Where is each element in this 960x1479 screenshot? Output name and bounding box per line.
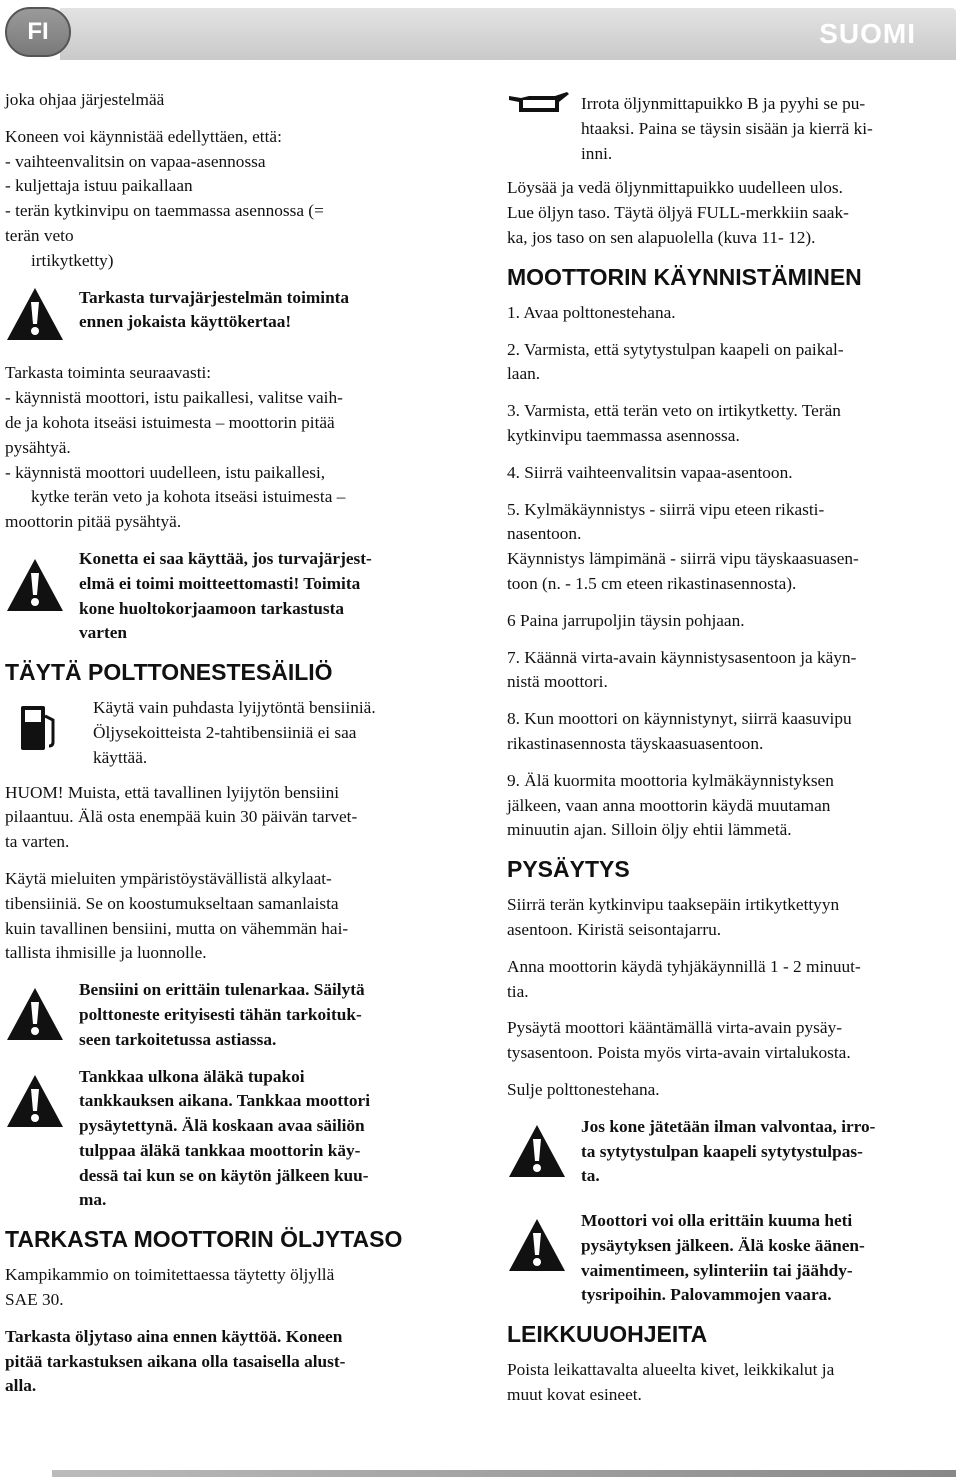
oil-can-icon	[507, 92, 573, 116]
start-conditions: Koneen voi käynnistää edellyttäen, että: - vaihteenvalitsin on vapaa-asennossa - kuljettaja istuu paikallaan - terän kytkinvipu on taemmassa asennossa (= terän veto irtikytketty)	[5, 126, 324, 270]
warning-triangle-icon	[5, 286, 65, 342]
warning-unattended: Jos kone jätetään ilman valvontaa, irro- ta sytytystulpan kaapeli sytytystulpas- ta.	[507, 1115, 955, 1189]
stop-para-2: Anna moottorin käydä tyhjäkäynnillä 1 - 2 minuut- tia.	[507, 956, 861, 1001]
step-9: 9. Älä kuormita moottoria kylmäkäynnistyksen jälkeen, vaan anna moottorin käydä muutaman minuutin ajan. Silloin öljy ehtii lämmetä.	[507, 770, 834, 840]
oil-sae: Kampikammio on toimitettaessa täytetty öljyllä SAE 30.	[5, 1265, 335, 1310]
step-1: 1. Avaa polttonestehana.	[507, 302, 676, 322]
check-procedure: Tarkasta toiminta seuraavasti: - käynnistä moottori, istu paikallesi, valitse vaih- de ja kohota itseäsi istuimesta – moottorin pitää pysähtyä. - käynnistä moottori uudelleen, istu paikallesi, kytke terän veto ja kohota itseäsi istuimesta – moottorin pitää pysähtyä.	[5, 363, 346, 532]
warning-triangle-icon	[5, 986, 65, 1042]
fuel-info: Käytä vain puhdasta lyijytöntä bensiiniä. Öljysekoitteista 2-tahtibensiiniä ei saa käyttää.	[5, 696, 450, 770]
header-bar	[60, 8, 956, 60]
step-7: 7. Käännä virta-avain käynnistysasentoon ja käyn- nistä moottori.	[507, 647, 857, 692]
intro-text: joka ohjaa järjestelmää	[5, 90, 165, 109]
note-fuel-spoils: HUOM! Muista, että tavallinen lyijytön bensiini pilaantuu. Älä osta enempää kuin 30 päivän tarvet- ta varten.	[5, 782, 358, 852]
warning-hot-engine: Moottori voi olla erittäin kuuma heti pysäytyksen jälkeen. Älä koske äänen- vaimentimeen, sylinteriin tai jäähdy- tysripoihin. Palovammojen vaara.	[507, 1209, 955, 1308]
left-column	[5, 88, 450, 1411]
warning-triangle-icon	[507, 1123, 567, 1179]
step-2: 2. Varmista, että sytytystulpan kaapeli on paikal- laan.	[507, 339, 844, 384]
step-4: 4. Siirrä vaihteenvalitsin vapaa-asentoon.	[507, 462, 793, 482]
heading-fuel: TÄYTÄ POLTTONESTESÄILIÖ	[5, 659, 333, 686]
warning-triangle-icon	[5, 557, 65, 613]
stop-para-1: Siirrä terän kytkinvipu taaksepäin irtikytkettyyn asentoon. Kiristä seisontajarru.	[507, 895, 840, 939]
oil-level-text: Löysää ja vedä öljynmittapuikko uudelleen ulos. Lue öljyn taso. Täytä öljyä FULL-merkkiin saak- ka, jos taso on sen alapuolella (kuva 11- 12).	[507, 178, 849, 247]
dipstick-info: Irrota öljynmittapuikko B ja pyyhi se pu- htaaksi. Paina se täysin sisään ja kierrä ki- inni.	[507, 92, 955, 166]
warning-triangle-icon	[5, 1073, 65, 1129]
page-header	[0, 0, 960, 64]
cutting-text: Poista leikattavalta alueelta kivet, leikkikalut ja muut kovat esineet.	[507, 1360, 835, 1405]
footer-bar	[52, 1470, 956, 1477]
alkylate-text: Käytä mieluiten ympäristöystävällistä alkylaat- tibensiiniä. Se on koostumukseltaan samanlaista kuin tavallinen bensiini, mutta on vähemmän hai- tallista ihmisille ja luonnolle.	[5, 868, 349, 963]
heading-oil: TARKASTA MOOTTORIN ÖLJYTASO	[5, 1226, 403, 1253]
heading-stopping: PYSÄYTYS	[507, 856, 630, 883]
language-title: SUOMI	[819, 18, 916, 49]
warning-do-not-use: Konetta ei saa käyttää, jos turvajärjest- elmä ei toimi moitteettomasti! Toimita kone huoltokorjaamoon tarkastusta varten	[5, 547, 450, 646]
step-8: 8. Kun moottori on käynnistynyt, siirrä kaasuvipu rikastinasennosta täyskaasuasentoon.	[507, 709, 852, 753]
warning-triangle-icon	[507, 1217, 567, 1273]
step-5: 5. Kylmäkäynnistys - siirrä vipu eteen rikasti- nasentoon. Käynnistys lämpimänä - siirrä vipu täyskaasuasen- toon (n. - 1.5 cm eteen rikastinasennosta).	[507, 499, 859, 593]
fuel-pump-icon	[19, 702, 59, 752]
warning-refuel-outdoors: Tankkaa ulkona äläkä tupakoi tankkauksen aikana. Tankkaa moottori pysäytettynä. Älä koskaan avaa säiliön tulppaa äläkä tankkaa moottorin käy- dessä tai kun se on käytön jälkeen kuu- ma.	[5, 1065, 450, 1214]
stop-para-4: Sulje polttonestehana.	[507, 1079, 660, 1099]
heading-starting: MOOTTORIN KÄYNNISTÄMINEN	[507, 263, 862, 290]
step-3: 3. Varmista, että terän veto on irtikytketty. Terän kytkinvipu taemmassa asennossa.	[507, 401, 841, 445]
language-badge: FI	[5, 7, 71, 57]
warning-flammable: Bensiini on erittäin tulenarkaa. Säilytä polttoneste erityisesti tähän tarkoituk- seen tarkoitetussa astiassa.	[5, 978, 450, 1052]
right-column	[507, 88, 955, 1420]
warning-safety-check: Tarkasta turvajärjestelmän toiminta ennen jokaista käyttökertaa!	[5, 286, 450, 350]
oil-check-level: Tarkasta öljytaso aina ennen käyttöä. Koneen pitää tarkastuksen aikana olla tasaisella alust- alla.	[5, 1326, 346, 1396]
stop-para-3: Pysäytä moottori kääntämällä virta-avain pysäy- tysasentoon. Poista myös virta-avain virtalukosta.	[507, 1018, 851, 1063]
step-6: 6 Paina jarrupoljin täysin pohjaan.	[507, 610, 745, 630]
heading-cutting: LEIKKUUOHJEITA	[507, 1321, 708, 1348]
